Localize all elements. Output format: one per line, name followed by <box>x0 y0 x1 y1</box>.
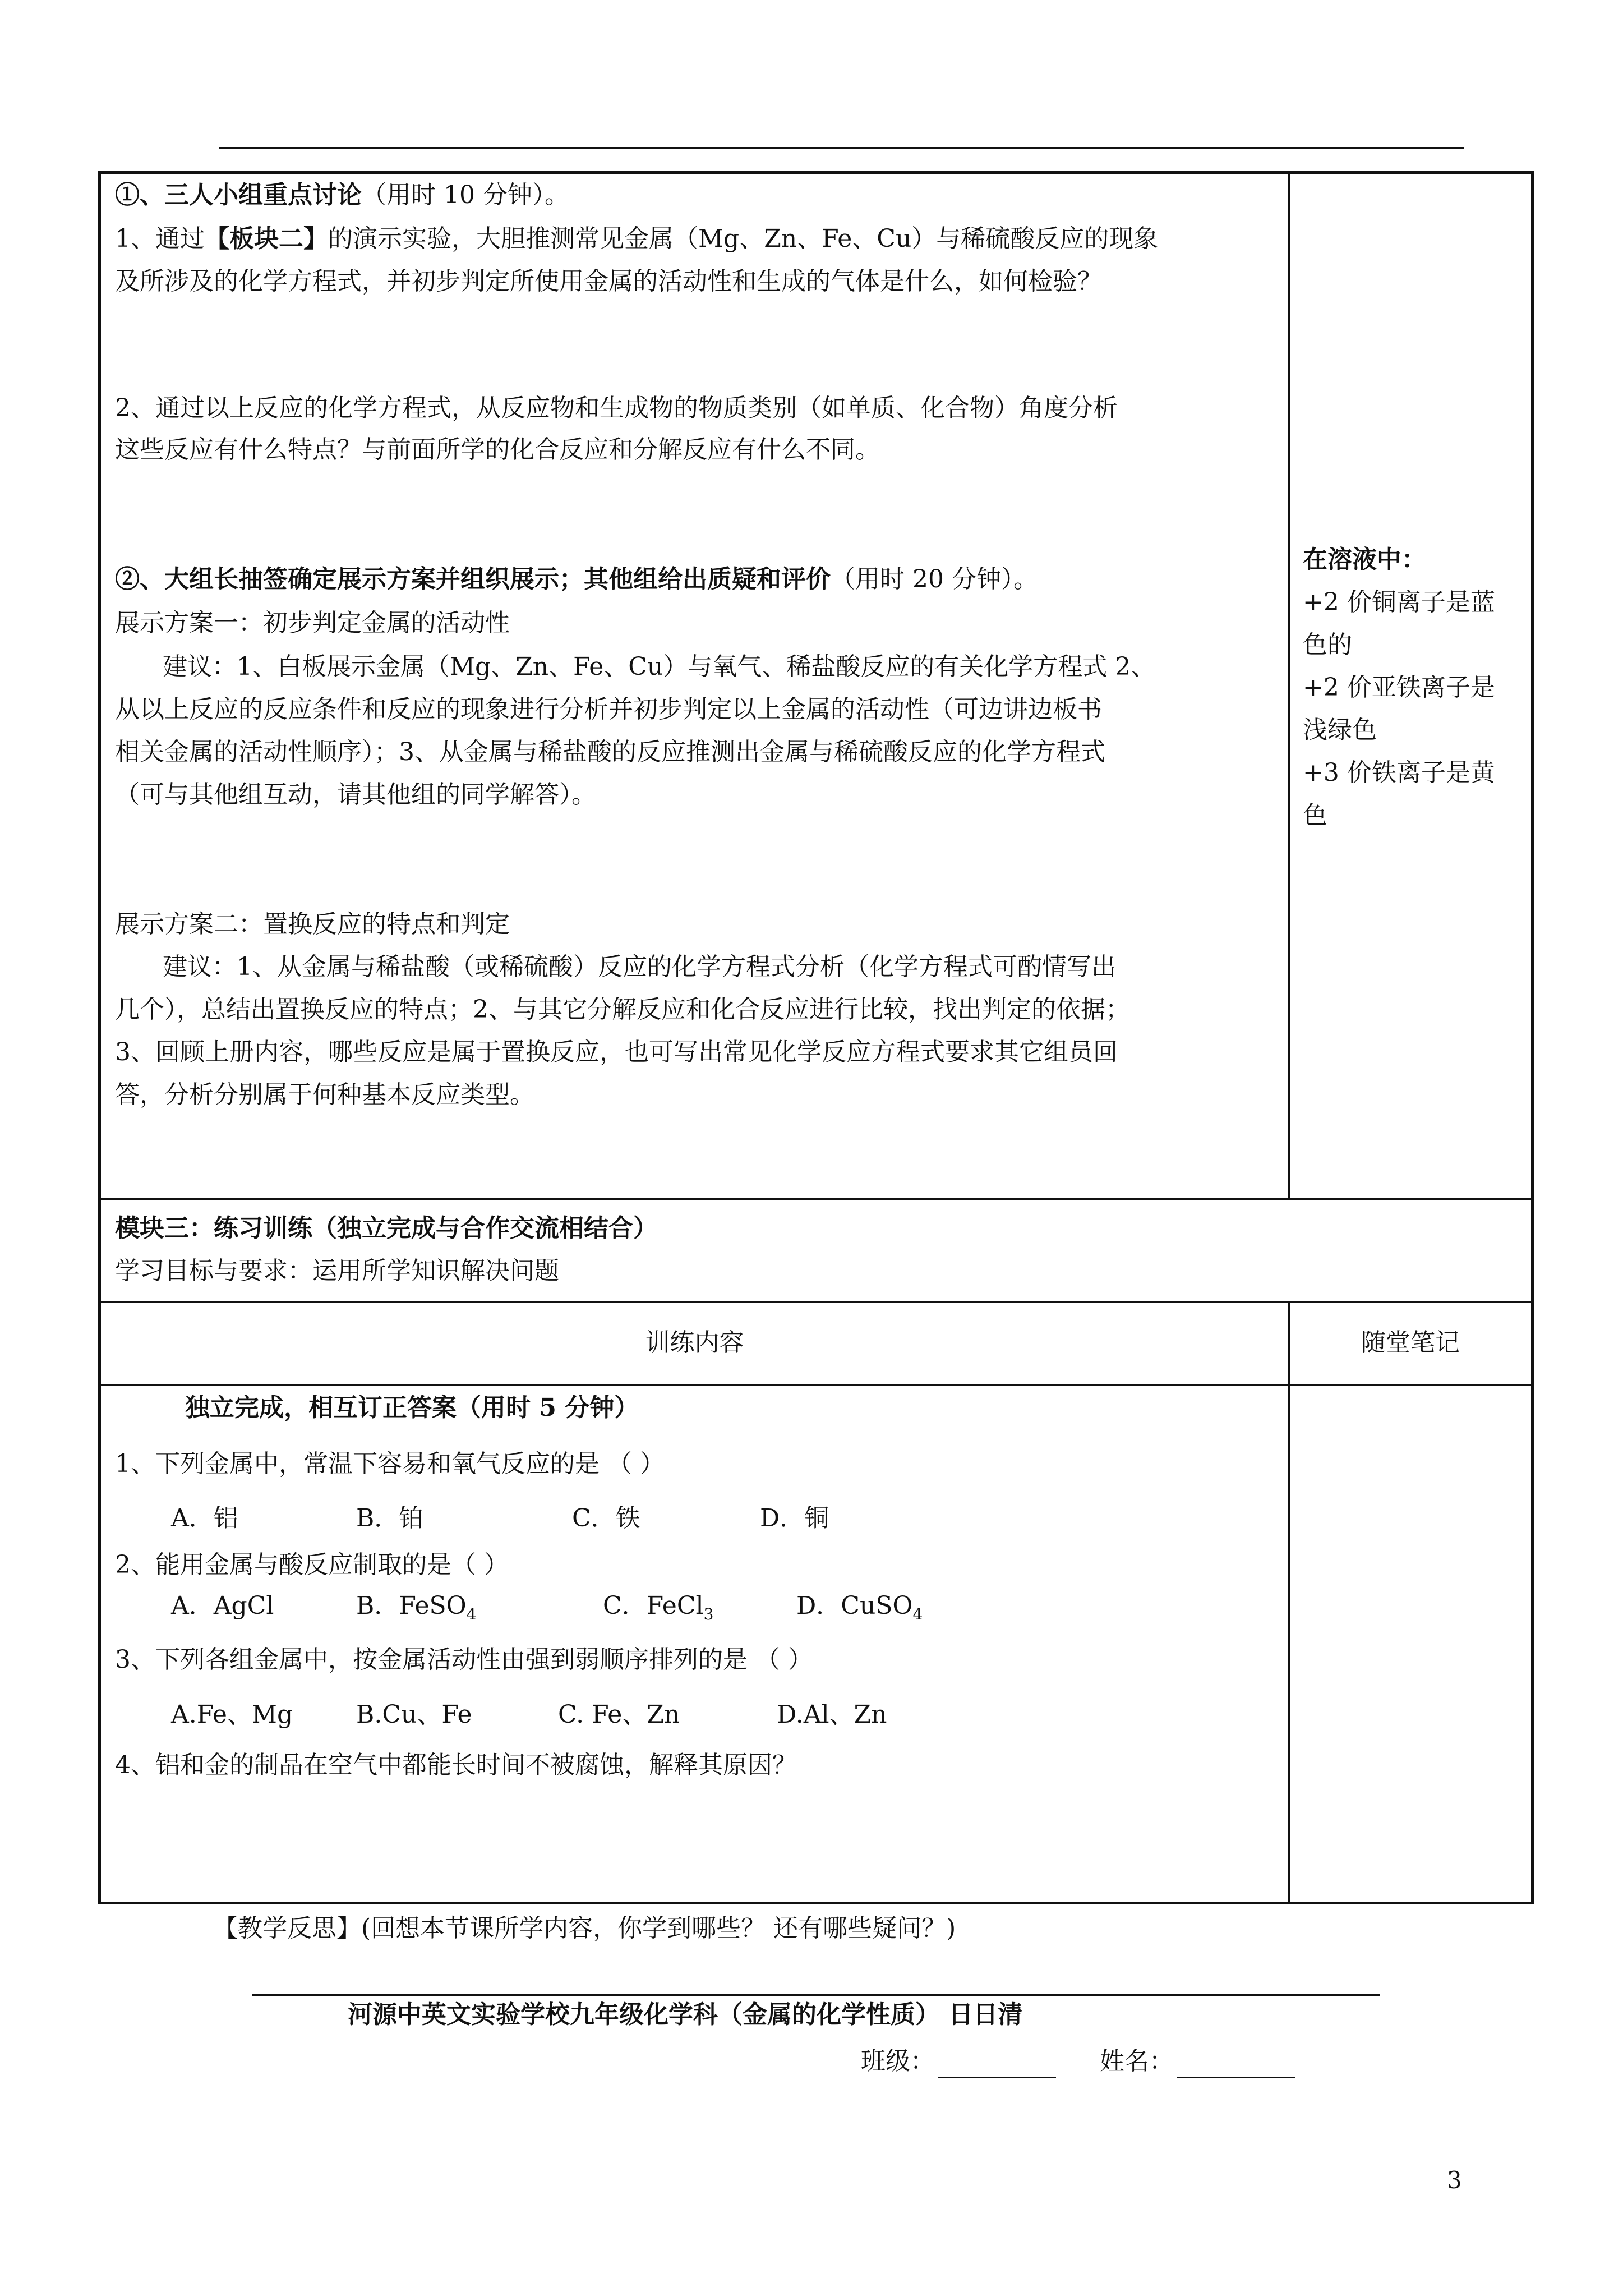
exercise-question-1: 1、下列金属中，常温下容易和氧气反应的是 （ ） <box>115 1450 665 1478</box>
page-number: 3 <box>1447 2166 1462 2194</box>
q1-option-c: C．铁 <box>572 1504 640 1533</box>
side-notes-line: 浅绿色 <box>1303 716 1377 744</box>
question1-line1 <box>115 218 1158 260</box>
exercise-question-3: 3、下列各组金属中，按金属活动性由强到弱顺序排列的是 （ ） <box>115 1645 813 1674</box>
plan2-line: 几个），总结出置换反应的特点；2、与其它分解反应和化合反应进行比较，找出判定的依据； <box>115 995 1130 1024</box>
question1-bold-ref: 【板块二】 <box>205 224 328 253</box>
side-notes-line: +2 价亚铁离子是 <box>1303 673 1495 702</box>
table-bottom-border <box>98 1902 1534 1904</box>
question1-text: 的演示实验，大胆推测常见金属（Mg、Zn、Fe、Cu）与稀硫酸反应的现象 <box>328 224 1159 253</box>
exercise-question-2: 2、能用金属与酸反应制取的是（ ） <box>115 1550 509 1579</box>
notes-column-divider-bottom <box>1288 1384 1290 1904</box>
table-right-border <box>1531 171 1534 1904</box>
plan2-line: 答，分析分别属于何种基本反应类型。 <box>115 1080 534 1109</box>
q2-option-b <box>356 1589 477 1623</box>
question1-line2: 及所涉及的化学方程式，并初步判定所使用金属的活动性和生成的气体是什么，如何检验？ <box>115 267 1102 296</box>
side-notes-title: 在溶液中： <box>1303 545 1426 574</box>
side-notes-line: +2 价铜离子是蓝 <box>1303 588 1495 616</box>
column-header-notes: 随堂笔记 <box>1361 1328 1460 1357</box>
module3-goal: 学习目标与要求：运用所学知识解决问题 <box>115 1257 559 1285</box>
table-left-border <box>98 171 101 1904</box>
exercise-heading: 独立完成，相互订正答案（用时 5 分钟） <box>185 1393 639 1422</box>
section2-heading-bold: ②、大组长抽签确定展示方案并组织展示；其他组给出质疑和评价 <box>115 565 831 593</box>
module3-title: 模块三：练习训练（独立完成与合作交流相结合） <box>115 1214 658 1243</box>
side-notes-line: 色 <box>1303 801 1327 830</box>
q2-option-b-text: B．FeSO <box>356 1591 467 1620</box>
q2-option-c-text: C．FeCl <box>603 1591 704 1620</box>
footer-rule <box>252 1994 1380 1996</box>
footer-class-field <box>861 2045 1295 2078</box>
header-rule <box>219 147 1464 149</box>
q2-option-b-subscript: 4 <box>466 1604 477 1623</box>
plan1-line: 从以上反应的反应条件和反应的现象进行分析并初步判定以上金属的活动性（可边讲边板书 <box>115 695 1102 724</box>
plan1-line: 建议：1、白板展示金属（Mg、Zn、Fe、Cu）与氧气、稀盐酸反应的有关化学方程式 2、 <box>163 652 1156 681</box>
class-label: 班级： <box>861 2047 935 2076</box>
q3-option-d: D.Al、Zn <box>777 1700 887 1729</box>
plan1-title: 展示方案一：初步判定金属的活动性 <box>115 609 510 637</box>
section1-heading-note: （用时 10 分钟）。 <box>362 181 569 209</box>
q3-option-b: B.Cu、Fe <box>356 1700 472 1729</box>
q1-option-b: B．铂 <box>356 1504 424 1533</box>
plan2-line: 3、回顾上册内容，哪些反应是属于置换反应，也可写出常见化学反应方程式要求其它组员回 <box>115 1038 1118 1066</box>
plan2-title: 展示方案二：置换反应的特点和判定 <box>115 910 510 938</box>
q1-option-a: A．铝 <box>171 1504 238 1533</box>
q2-option-d-subscript: 4 <box>912 1604 923 1623</box>
question1-prefix: 1、通过 <box>115 224 205 253</box>
question2-line2: 这些反应有什么特点？与前面所学的化合反应和分解反应有什么不同。 <box>115 435 880 464</box>
plan1-line: （可与其他组互动，请其他组的同学解答）。 <box>115 780 596 809</box>
exercise-question-4: 4、铝和金的制品在空气中都能长时间不被腐蚀，解释其原因？ <box>115 1751 797 1779</box>
section2-heading <box>115 558 1038 601</box>
name-blank[interactable] <box>1177 2052 1295 2078</box>
column-header-bottom-border <box>98 1384 1534 1386</box>
q2-option-d-text: D．CuSO <box>796 1591 913 1620</box>
side-notes-line: 色的 <box>1303 631 1352 659</box>
q1-option-d: D．铜 <box>760 1504 829 1533</box>
notes-column-divider-top <box>1288 171 1290 1198</box>
teaching-reflection: 【教学反思】(回想本节课所学内容，你学到哪些？ 还有哪些疑问？) <box>213 1914 956 1943</box>
plan2-line: 建议：1、从金属与稀盐酸（或稀硫酸）反应的化学方程式分析（化学方程式可酌情写出 <box>163 953 1116 981</box>
question2-line1: 2、通过以上反应的化学方程式，从反应物和生成物的物质类别（如单质、化合物）角度分析 <box>115 394 1118 422</box>
plan1-line: 相关金属的活动性顺序）；3、从金属与稀盐酸的反应推测出金属与稀硫酸反应的化学方程式 <box>115 738 1105 766</box>
class-blank[interactable] <box>938 2052 1056 2078</box>
q2-option-a-text: A．AgCl <box>171 1591 274 1620</box>
name-label: 姓名： <box>1100 2047 1174 2076</box>
q2-option-a <box>171 1589 274 1623</box>
section1-heading <box>115 174 569 217</box>
footer-title: 河源中英文实验学校九年级化学科（金属的化学性质） 日日清 <box>348 2000 1023 2029</box>
q3-option-a: A.Fe、Mg <box>171 1700 293 1729</box>
section1-heading-bold: ①、三人小组重点讨论 <box>115 181 362 209</box>
q2-option-d <box>796 1589 923 1623</box>
module3-top-border <box>98 1198 1534 1200</box>
q2-option-c-subscript: 3 <box>703 1604 714 1623</box>
q2-option-c <box>603 1589 713 1623</box>
side-notes-line: +3 价铁离子是黄 <box>1303 758 1495 787</box>
section2-heading-note: （用时 20 分钟）。 <box>831 565 1038 593</box>
module3-bottom-border <box>98 1301 1534 1303</box>
q3-option-c: C. Fe、Zn <box>558 1700 680 1729</box>
column-header-content: 训练内容 <box>645 1328 744 1357</box>
